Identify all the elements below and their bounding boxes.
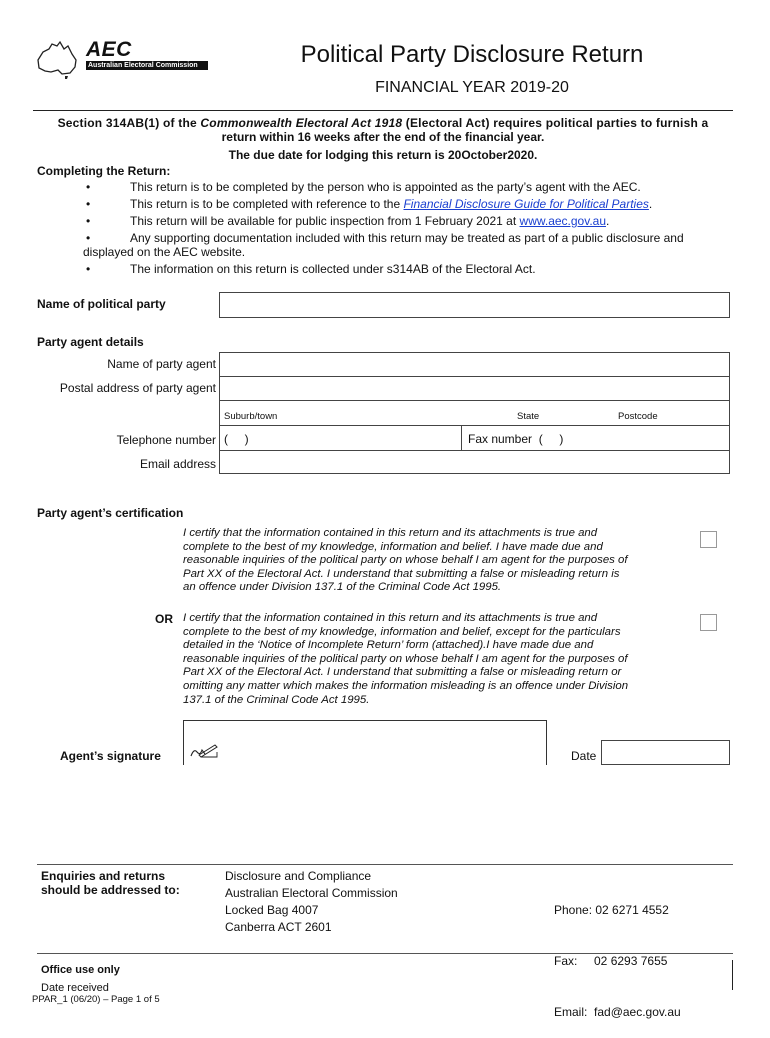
due-date: The due date for lodging this return is 20October2020.	[228, 148, 538, 162]
completing-item-4-cont: displayed on the AEC website.	[83, 245, 246, 259]
completing-item-4: Any supporting documentation included with this return may be treated as part of a public disclosure and	[130, 231, 684, 245]
suburb-label: Suburb/town	[224, 411, 278, 422]
fax-input[interactable]	[461, 425, 730, 451]
date-label: Date	[571, 749, 597, 763]
enquiries-rule	[37, 864, 733, 865]
completing-text: .	[648, 197, 653, 211]
completing-item-3	[130, 214, 609, 228]
enquiries-label-line: should be addressed to:	[41, 883, 180, 897]
address-line: Canberra ACT 2601	[225, 920, 332, 934]
cert-2-line: reasonable inquiries of the political party on whose behalf I am agent for the purposes of	[183, 652, 628, 665]
page-subtitle: FINANCIAL YEAR 2019-20	[375, 79, 569, 96]
bullet-icon: •	[86, 262, 91, 276]
postcode-label: Postcode	[618, 411, 658, 422]
cert-2-line: I certify that the information contained in this return and its attachments is true and	[183, 612, 598, 624]
intro-text: Section 314AB(1) of the	[57, 116, 201, 130]
completing-heading: Completing the Return:	[37, 164, 171, 178]
cert-2-line: Part XX of the Electoral Act. I understand that submitting a false or misleading return or	[183, 666, 622, 679]
header-rule	[33, 110, 733, 111]
bullet-icon: •	[86, 231, 91, 245]
date-received-label: Date received	[41, 982, 109, 992]
cert-2-line: omitting any matter which makes the information misleading is an offence under Division	[183, 679, 629, 692]
cert-2-line: complete to the best of my knowledge, information and belief, except for the particulars	[183, 625, 621, 638]
aec-address	[225, 868, 398, 936]
intro-line-1	[33, 116, 733, 130]
intro-text: (Electoral Act) requires political parties to furnish a	[402, 116, 709, 130]
certification-1-checkbox[interactable]	[700, 531, 717, 548]
cert-1-line: complete to the best of my knowledge, information and belief. I have made due and	[183, 540, 603, 553]
bullet-icon: •	[86, 214, 91, 228]
completing-text: .	[606, 214, 610, 228]
cert-1-line: reasonable inquiries of the political party on whose behalf I am agent for the purposes of	[183, 554, 628, 567]
enquiries-label	[41, 869, 180, 897]
australia-map-icon	[34, 40, 80, 80]
fax-label: Fax number ( )	[468, 432, 564, 446]
email-label: Email address	[139, 457, 216, 471]
agent-name-input[interactable]	[219, 352, 730, 377]
office-box-edge	[732, 960, 733, 990]
signature-field[interactable]	[183, 720, 547, 765]
contact-phone: Phone: 02 6271 4552	[554, 903, 669, 917]
contact-fax: Fax: 02 6293 7655	[554, 954, 668, 968]
certification-heading: Party agent’s certification	[37, 506, 184, 520]
signature-label: Agent’s signature	[60, 749, 161, 763]
aec-logo	[34, 40, 214, 80]
contact-email[interactable]: Email: fad@aec.gov.au	[554, 1005, 681, 1019]
completing-item-1: This return is to be completed by the person who is appointed as the party’s agent with the AEC.	[130, 180, 641, 194]
bullet-icon: •	[86, 180, 91, 194]
cert-2-line: detailed in the ‘Notice of Incomplete Return’ form (attached).I have made due and	[183, 639, 594, 652]
cert-1-line: I certify that the information contained in this return and its attachments is true and	[183, 527, 598, 539]
office-use-label: Office use only	[41, 964, 120, 976]
telephone-label: Telephone number	[116, 433, 216, 447]
party-name-input[interactable]	[219, 292, 730, 318]
completing-item-5: The information on this return is collected under s314AB of the Electoral Act.	[130, 262, 536, 276]
logo-abbrev: AEC	[86, 38, 132, 61]
completing-item-2	[130, 197, 652, 211]
enquiries-label-line: Enquiries and returns	[41, 869, 166, 883]
party-name-label: Name of political party	[37, 297, 166, 311]
email-input[interactable]	[219, 450, 730, 474]
aec-website-link[interactable]: www.aec.gov.au	[519, 214, 607, 228]
office-date-received	[41, 982, 241, 992]
or-label: OR	[155, 612, 173, 626]
state-label: State	[517, 411, 540, 422]
intro-line-2: return within 16 weeks after the end of the financial year.	[221, 130, 545, 144]
page-footer: PPAR_1 (06/20) – Page 1 of 5	[32, 994, 160, 1005]
signature-pen-icon	[189, 741, 219, 759]
act-title: Commonwealth Electoral Act 1918	[200, 116, 403, 130]
cert-2-line: 137.1 of the Criminal Code Act 1995.	[183, 693, 370, 706]
certification-option-1	[183, 527, 693, 595]
suburb-state-postcode-input[interactable]	[219, 400, 730, 426]
telephone-area-code: ( )	[224, 432, 249, 446]
guide-link[interactable]: Financial Disclosure Guide for Political Parties	[403, 197, 649, 211]
certification-option-2	[183, 612, 693, 707]
cert-1-line: Part XX of the Electoral Act. I understand that submitting a false or misleading return is	[183, 567, 620, 580]
agent-name-label: Name of party agent	[107, 357, 216, 371]
address-line: Australian Electoral Commission	[225, 886, 398, 900]
date-input[interactable]	[601, 740, 730, 765]
certification-2-checkbox[interactable]	[700, 614, 717, 631]
telephone-input[interactable]	[219, 425, 462, 451]
postal-address-input[interactable]	[219, 376, 730, 401]
logo-full-name: Australian Electoral Commission	[88, 62, 198, 69]
page-title: Political Party Disclosure Return	[300, 41, 644, 68]
completing-text: This return will be available for public inspection from 1 February 2021 at	[130, 214, 520, 228]
postal-address-label: Postal address of party agent	[59, 381, 216, 395]
office-rule	[37, 953, 733, 954]
agent-details-heading: Party agent details	[37, 335, 144, 349]
completing-text: This return is to be completed with reference to the	[130, 197, 404, 211]
cert-1-line: an offence under Division 137.1 of the Criminal Code Act 1995.	[183, 581, 502, 594]
address-line: Locked Bag 4007	[225, 903, 319, 917]
address-line: Disclosure and Compliance	[225, 869, 372, 883]
bullet-icon: •	[86, 197, 91, 211]
